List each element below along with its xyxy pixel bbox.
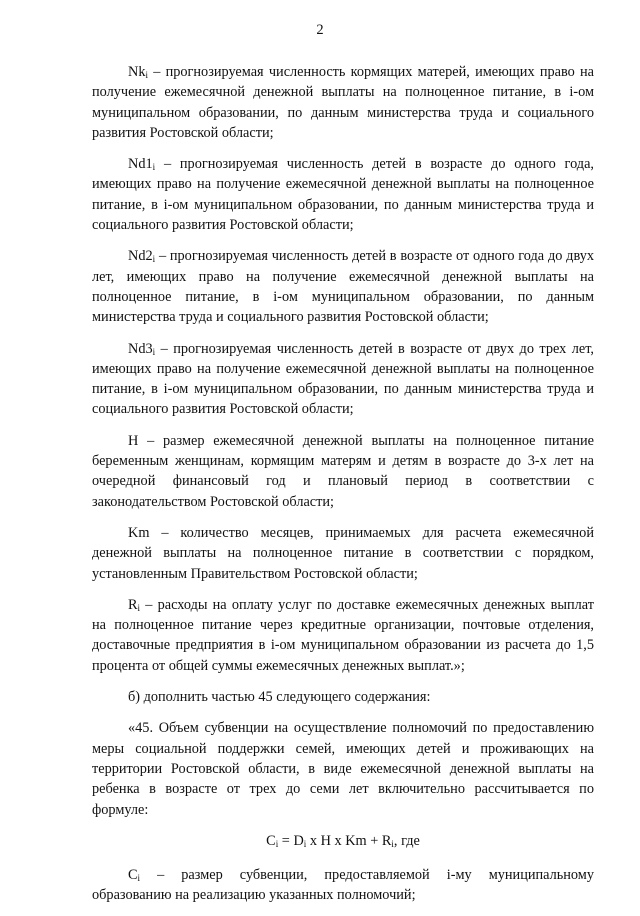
definition-km (92, 523, 594, 584)
definition-text: – прогнозируемая численность детей в возрасте до одного года, имеющих право на получение ежемесячной денежной выплаты на полноценное питание, в i-ом муниципальном образовании, по данным министерства труда и социального развития Ростовской области; (92, 156, 594, 234)
subscript: i (145, 70, 148, 80)
definition-text: – прогнозируемая численность кормящих матерей, имеющих право на получение ежемесячной денежной выплаты на полноценное питание, в i-ом муниципальном образовании, по данным министерства труда и социального развития Ростовской области; (92, 64, 594, 141)
subscript: i (152, 162, 156, 173)
formula: $C_i = D_i$ х Н х $Km + R_i$, где (266, 832, 420, 849)
definition-h (92, 431, 594, 512)
page-number: 2 (316, 22, 324, 38)
document-body (92, 62, 594, 916)
symbol: Н (128, 432, 139, 449)
paragraph-text: «45. Объем субвенции на осуществление полномочий по предоставлению меры социальной поддержки семей, имеющих детей и проживающих на территории Ростовской области, в виде ежемесячной денежной выплаты на ребенка в возрасте от трех до семи лет включительно рассчитывается по формуле: (92, 720, 594, 818)
symbol: Km (128, 524, 150, 541)
subscript: i (137, 872, 141, 883)
definition-text: – размер ежемесячной денежной выплаты на полноценное питание беременным женщинам, кормящим матерям и детям в возрасте до 3-х лет на очередной финансовый год и плановый период в соответствии с законодательством Ростовской области; (92, 432, 594, 510)
definition-c (92, 865, 594, 906)
symbol: Nd1 (128, 156, 153, 173)
part-45-paragraph (92, 718, 594, 819)
subscript: i (152, 254, 156, 265)
amendment-item-b (92, 687, 594, 707)
definition-text: – прогнозируемая численность детей в возрасте от двух до трех лет, имеющих право на получение ежемесячной денежной выплаты на полноценное питание, в i-ом муниципальном образовании, по данным министерства труда и социального развития Ростовской области; (92, 340, 594, 418)
symbol: C (128, 866, 138, 883)
paragraph-text: б) дополнить частью 45 следующего содержания: (128, 689, 431, 706)
subscript: i (137, 602, 141, 613)
symbol: Nd2 (128, 248, 153, 265)
definition-nd2 (92, 246, 594, 327)
definition-nd3 (92, 339, 594, 420)
definition-r (92, 595, 594, 676)
definition-nk (92, 62, 594, 143)
definition-text: – расходы на оплату услуг по доставке ежемесячных денежных выплат на полноценное питание через кредитные организации, почтовые отделения, доставочные предприятия в i-ом муниципальном образовании из расчета до 1,5 процента от общей суммы ежемесячных денежных выплат.»; (92, 596, 594, 674)
definition-nd1 (92, 154, 594, 235)
definition-text: – количество месяцев, принимаемых для расчета ежемесячной денежной выплаты на полноценное питание в соответствии с порядком, установленным Правительством Ростовской области; (92, 524, 594, 582)
subscript: i (152, 346, 156, 357)
symbol: Nd3 (128, 340, 153, 357)
definition-text: – размер субвенции, предоставляемой i-му муниципальному образованию на реализацию указанных полномочий; (92, 866, 594, 904)
symbol: Nk (128, 64, 146, 80)
definition-text: – прогнозируемая численность детей в возрасте от одного года до двух лет, имеющих право на получение ежемесячной денежной выплаты на полноценное питание, в i-ом муниципальном образовании, по данным министерства труда и социального развития Ростовской области; (92, 248, 594, 326)
symbol: R (128, 596, 138, 613)
